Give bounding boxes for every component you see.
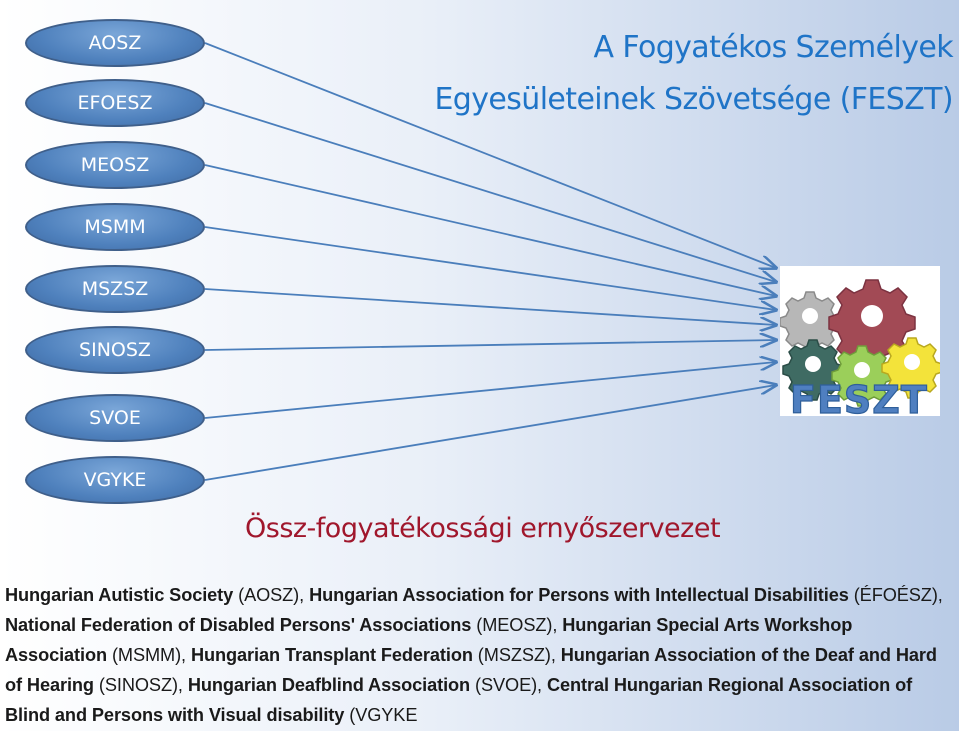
org-full-name: Hungarian Autistic Society [5, 585, 234, 605]
org-abbreviation: (ÉFOÉSZ), [848, 585, 943, 605]
feszt-logo [780, 266, 940, 416]
org-full-name: Hungarian Association for Persons with Intellectual Disabilities [309, 585, 849, 605]
org-node-mszsz: MSZSZ [25, 265, 205, 313]
org-abbreviation: (MSMM), [107, 645, 191, 665]
org-node-aosz: AOSZ [25, 19, 205, 67]
member-description [5, 580, 955, 730]
org-node-meosz: MEOSZ [25, 141, 205, 189]
org-abbreviation: (MEOSZ), [471, 615, 563, 635]
org-abbreviation: (MSZSZ), [472, 645, 561, 665]
org-abbreviation: (SINOSZ), [93, 675, 188, 695]
org-full-name: Hungarian Special Arts Workshop Association [5, 615, 853, 665]
arrow-aosz [205, 43, 776, 268]
org-node-svoe: SVOE [25, 394, 205, 442]
org-full-name: National Federation of Disabled Persons' Associations [5, 615, 472, 635]
org-full-name: Hungarian Deafblind Association [187, 675, 471, 695]
org-node-sinosz: SINOSZ [25, 326, 205, 374]
org-full-name: Hungarian Association of the Deaf and Hard of Hearing [5, 645, 937, 695]
org-abbreviation: (AOSZ), [233, 585, 310, 605]
org-abbreviation: (VGYKE [344, 705, 418, 725]
org-node-efoesz: EFOESZ [25, 79, 205, 127]
org-node-msmm: MSMM [25, 203, 205, 251]
arrow-sinosz [205, 340, 776, 350]
title-line-1: A Fogyatékos Személyek [593, 30, 953, 65]
logo-text: FESZT [790, 378, 928, 416]
arrow-svoe [205, 362, 776, 418]
arrow-msmm [205, 227, 776, 310]
subtitle: Össz-fogyatékossági ernyőszervezet [245, 513, 721, 544]
org-full-name: Hungarian Transplant Federation [190, 645, 473, 665]
title-line-2: Egyesületeinek Szövetsége (FESZT) [434, 82, 953, 117]
org-node-vgyke: VGYKE [25, 456, 205, 504]
org-full-name: Central Hungarian Regional Association of Blind and Persons with Visual disability [5, 675, 913, 725]
org-abbreviation: (SVOE), [470, 675, 547, 695]
arrow-efoesz [205, 103, 776, 282]
arrow-mszsz [205, 289, 776, 325]
arrow-vgyke [205, 385, 776, 480]
arrow-meosz [205, 165, 776, 296]
